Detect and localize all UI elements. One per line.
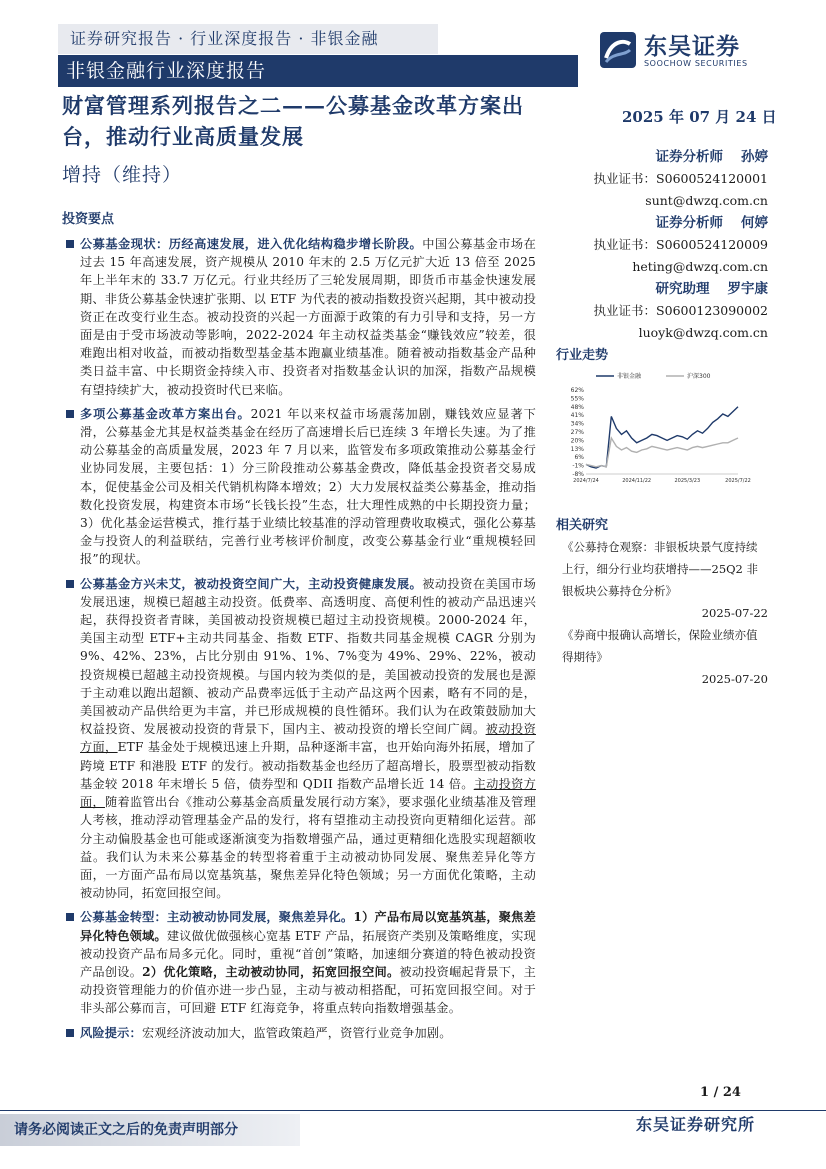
related-item-date: 2025-07-20 bbox=[701, 672, 768, 686]
related-item-title[interactable]: 《公募持仓观察：非银板块景气度持续上行，细分行业均获增持——25Q2 非银板块公募持仓分析》 bbox=[562, 540, 759, 598]
rating-label: 增持（维持） bbox=[62, 164, 183, 186]
analyst-role: 证券分析师 bbox=[655, 149, 723, 165]
trend-chart-svg bbox=[562, 366, 751, 484]
paragraph-text: 中国公募基金市场在过去 15 年高速发展，资产规模从 2010 年末的 2.5 万亿元扩大近 13 倍至 2025 年上半年末的 33.7 万亿元。行业共经历了三轮发展周期，即货币市基金快速发展期、非货公募基金快速扩张期、以 ETF 为代表的被动指数投资兴起期，其中被动投资正在改变行业生态。被动投资的兴起一方面源于政策的有力引导和支持，另一方面是由于受市场波动等影响，2022-2024 年主动权益类基金“赚钱效应”较差，很难跑出相对收益，而被动指数型基金基本跑赢业绩基准。随着被动指数基金产品种类日益丰富、中长期资金持续入市、投资者对指数基金认识的加深，指数产品规模有望持续扩大，被动投资时代已来临。 bbox=[80, 237, 536, 397]
paragraph-subhead: 1）产品布局以宽基筑基，聚焦差异化特色领域。 bbox=[80, 910, 536, 943]
highlight-paragraph bbox=[62, 235, 536, 399]
section-heading: 投资要点 bbox=[62, 212, 115, 227]
company-logo bbox=[598, 28, 778, 74]
report-category-label: 证券研究报告 · 行业深度报告 · 非银金融 bbox=[58, 24, 438, 54]
paragraph-text: 建议做优做强核心宽基 ETF 产品，拓展资产类别及策略维度，实现被动投资产品布局多元化。同时，重视“首创”策略，加速细分赛道的特色被动投资产品创设。 bbox=[80, 928, 536, 979]
paragraph-lead: 多项公募基金改革方案出台。 bbox=[80, 406, 251, 421]
cert-label: 执业证书： bbox=[593, 303, 657, 318]
y-tick-label: 13% bbox=[570, 445, 584, 453]
cert-number: S0600524120001 bbox=[656, 171, 768, 186]
paragraph-text: ETF 基金处于规模迅速上升期，品种逐渐丰富，也开始向海外拓展，增加了跨境 ETF 和港股 ETF 的发行。被动指数基金也经历了超高增长，股票型被动指数基金较 2018 年末增长 5 倍，债券型和 QDII 指数产品增长近 14 倍。 bbox=[80, 740, 536, 791]
x-tick-label: 2025/3/23 bbox=[674, 478, 701, 484]
highlight-paragraph bbox=[62, 1024, 536, 1042]
highlight-paragraph bbox=[62, 405, 536, 569]
institute-name: 东吴证券研究所 bbox=[636, 1115, 756, 1134]
logo-text-cn: 东吴证券 bbox=[644, 34, 740, 60]
footer-divider bbox=[0, 1110, 826, 1111]
x-tick-label: 2025/7/22 bbox=[725, 478, 751, 484]
trend-chart bbox=[562, 366, 751, 484]
x-tick-label: 2024/11/22 bbox=[622, 478, 652, 484]
analyst-list bbox=[578, 146, 768, 344]
report-header-band bbox=[58, 24, 578, 84]
cert-number: S0600524120009 bbox=[656, 237, 768, 252]
analyst-email[interactable]: sunt@dwzq.com.cn bbox=[645, 193, 768, 208]
related-item-date: 2025-07-22 bbox=[701, 606, 768, 620]
analyst-role: 证券分析师 bbox=[655, 215, 723, 231]
report-type-label: 非银金融行业深度报告 bbox=[58, 55, 578, 87]
square-bullet-icon bbox=[66, 913, 74, 921]
y-tick-label: 62% bbox=[570, 387, 584, 394]
x-tick-label: 2024/7/24 bbox=[573, 478, 599, 484]
trend-heading: 行业走势 bbox=[556, 348, 609, 363]
related-research-list bbox=[562, 536, 768, 690]
series-line-nonbank bbox=[586, 407, 738, 468]
paragraph-lead: 公募基金转型：主动被动协同发展，聚焦差异化。 bbox=[80, 910, 354, 925]
paragraph-lead: 公募基金方兴未艾，被动投资空间广大，主动投资健康发展。 bbox=[80, 576, 423, 591]
paragraph-text: 2021 年以来权益市场震荡加剧，赚钱效应显著下滑，公募基金尤其是权益类基金在经历了高速增长后已连续 3 年增长失速。为了推动公募基金的高质量发展，2023 年 7 月以来，监管发布多项政策推动公募基金行业协同发展，主要包括：1）分三阶段推动公募基金费改，降低基金投资者交易成本，促使基金公司及相关代销机构降本增效；2）大力发展权益类公募基金，推动指数化投资发展，构建资本市场“长钱长投”生态，壮大理性成熟的中长期投资力量；3）优化基金运营模式，推行基于业绩比较基准的浮动管理费收取模式，强化公募基金与投资人的利益联结，完善行业考核评价制度，改变公募基金行业“重规模轻回报”的现状。 bbox=[80, 406, 536, 567]
analyst-role: 研究助理 bbox=[655, 281, 710, 297]
highlight-paragraph bbox=[62, 908, 536, 1017]
y-tick-label: 6% bbox=[574, 454, 584, 462]
analyst-email[interactable]: luoyk@dwzq.com.cn bbox=[638, 325, 768, 340]
y-tick-label: 55% bbox=[570, 395, 584, 403]
square-bullet-icon bbox=[66, 240, 74, 248]
paragraph-lead: 风险提示： bbox=[80, 1025, 142, 1040]
square-bullet-icon bbox=[66, 580, 74, 588]
y-tick-label: 34% bbox=[570, 420, 584, 428]
square-bullet-icon bbox=[66, 410, 74, 418]
square-bullet-icon bbox=[66, 1029, 74, 1037]
y-tick-label: 48% bbox=[570, 403, 584, 411]
soochow-logo-icon bbox=[598, 30, 638, 70]
report-title: 财富管理系列报告之二——公募基金改革方案出台，推动行业高质量发展 bbox=[62, 93, 524, 149]
analyst-name: 孙婷 bbox=[741, 149, 768, 165]
paragraph-subhead: 被动投资方面， bbox=[80, 722, 536, 755]
analyst-block bbox=[578, 146, 768, 212]
page-number: 1 / 24 bbox=[700, 1085, 741, 1100]
y-tick-label: 41% bbox=[570, 412, 584, 420]
y-tick-label: 20% bbox=[570, 437, 584, 445]
investment-highlights bbox=[62, 208, 536, 1048]
report-date: 2025 年 07 月 24 日 bbox=[622, 108, 777, 126]
legend-label: 非银金融 bbox=[617, 373, 642, 380]
logo-text-en: SOOCHOW SECURITIES bbox=[644, 59, 748, 68]
paragraph-subhead: 2）优化策略，主动被动协同，拓宽回报空间。 bbox=[142, 964, 400, 979]
highlight-paragraph bbox=[62, 575, 536, 903]
paragraph-text: 宏观经济波动加大，监管政策趋严，资管行业竞争加剧。 bbox=[141, 1025, 452, 1040]
analyst-block bbox=[578, 278, 768, 344]
related-item-title[interactable]: 《券商中报确认高增长，保险业绩亦值得期待》 bbox=[562, 628, 758, 664]
y-tick-label: -8% bbox=[572, 471, 584, 478]
cert-label: 执业证书： bbox=[593, 171, 657, 186]
paragraph-text: 随着监管出台《推动公募基金高质量发展行动方案》，要求强化业绩基准及管理人考核，推动浮动管理基金产品的发行，将有望推动主动投资向更精细化运营。部分主动偏股基金也可能或逐渐演变为指数增强产品，通过更精细化选股实现超额收益。我们认为未来公募基金的转型将着重于主动被动协同发展、聚焦差异化等方面，一方面产品布局以宽基筑基，聚焦差异化特色领域；另一方面优化策略，主动被动协同，拓宽回报空间。 bbox=[80, 795, 536, 901]
analyst-block bbox=[578, 212, 768, 278]
related-item[interactable] bbox=[562, 536, 768, 624]
legend-label: 沪深300 bbox=[687, 373, 711, 380]
analyst-email[interactable]: heting@dwzq.com.cn bbox=[632, 259, 768, 274]
disclaimer-notice[interactable]: 请务必阅读正文之后的免责声明部分 bbox=[0, 1114, 300, 1146]
related-heading: 相关研究 bbox=[556, 518, 609, 533]
analyst-name: 何婷 bbox=[741, 215, 768, 231]
cert-number: S0600123090002 bbox=[656, 303, 768, 318]
paragraph-text: 被动投资崛起背景下，主动投资管理能力的价值亦进一步凸显，主动与被动相搭配，可拓宽回报空间。对于非头部公募而言，可回避 ETF 红海竞争，将重点转向指数增强基金。 bbox=[80, 964, 537, 1016]
paragraph-text: 被动投资在美国市场发展迅速，规模已超越主动投资。低费率、高透明度、高便利性的被动产品迅速兴起，获得投资者青睐，美国被动投资规模已超过主动投资规模。2000-2024 年，美国主动型 ETF+主动共同基金、指数 ETF、指数共同基金规模 CAGR 分别为 9%、42%、23%，占比分别由 91%、1%、7%变为 49%、29%、22%，被动投资规模已超越主动投资规模。与国内较为类似的是，美国被动投资的发展也是源于主动难以跑出超额、被动产品费率远低于主动产品这两个因素，略有不同的是，美国被动产品供给更为丰富，并已形成规模的良性循环。我们认为在政策鼓励加大权益投资、发展被动投资的背景下，国内主、被动投资的增长空间广阔。 bbox=[80, 576, 536, 737]
cert-label: 执业证书： bbox=[593, 237, 657, 252]
paragraph-subhead: 主动投资方面， bbox=[80, 776, 537, 810]
y-tick-label: -1% bbox=[572, 462, 584, 470]
analyst-name: 罗宇康 bbox=[727, 281, 768, 297]
paragraph-lead: 公募基金现状：历经高速发展，进入优化结构稳步增长阶段。 bbox=[80, 237, 423, 251]
y-tick-label: 27% bbox=[570, 429, 584, 436]
related-item[interactable] bbox=[562, 624, 768, 690]
